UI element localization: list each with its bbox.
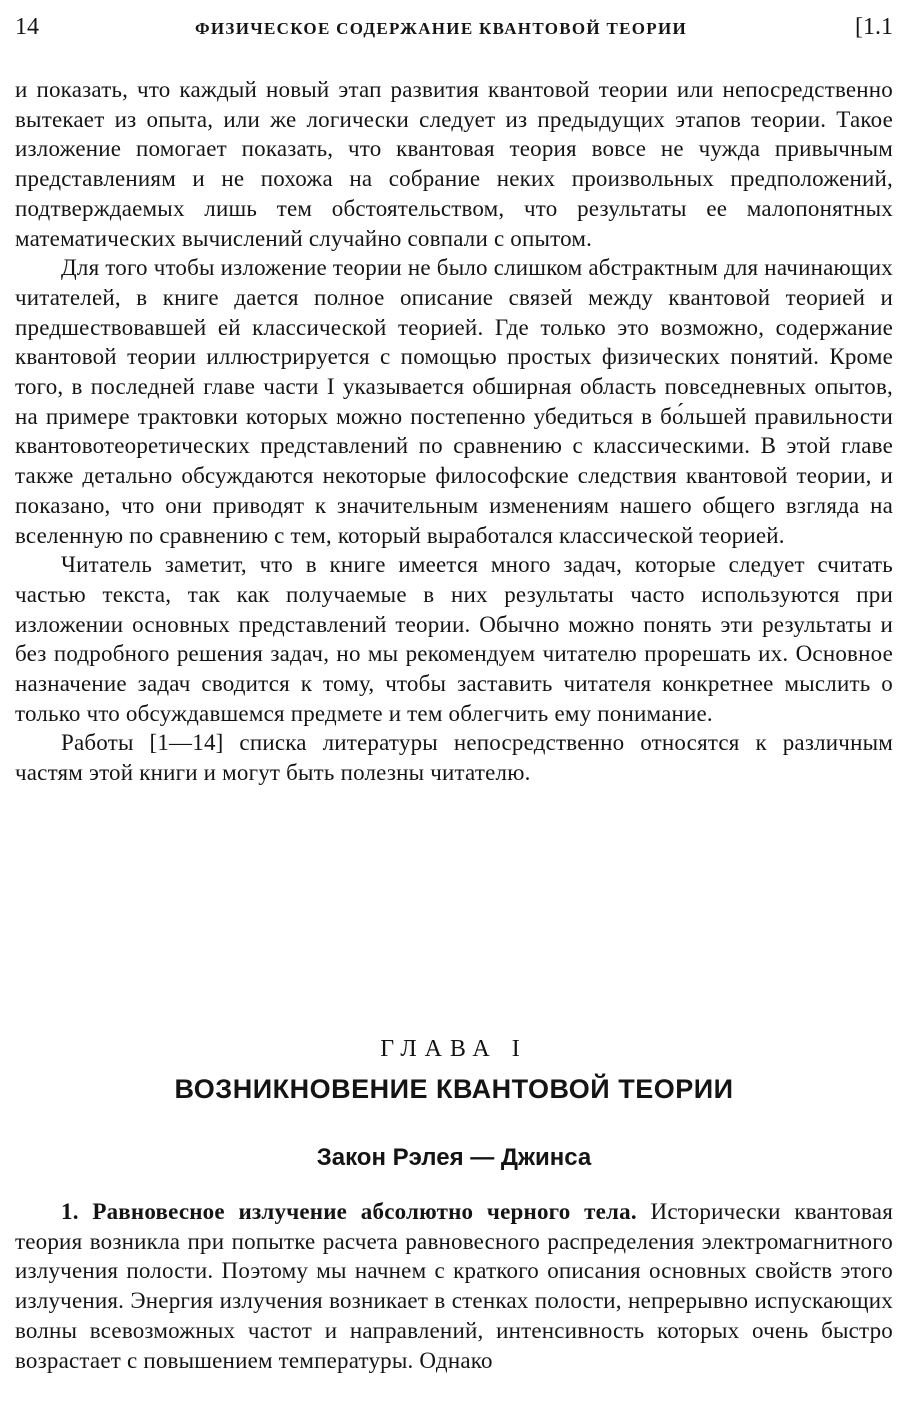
running-header — [15, 14, 893, 48]
subsection-paragraph — [15, 1197, 893, 1375]
running-title: ФИЗИЧЕСКОЕ СОДЕРЖАНИЕ КВАНТОВОЙ ТЕОРИИ — [195, 19, 688, 38]
paragraph-abstraction: Для того чтобы изложение теории не было слишком абстрактным для начинающих читателей, в книге дается полное описание связей между квантовой теорией и предшествовавшей ей классической теорией. Где только это возможно, содержание квантовой теории иллюстрируется с помощью простых физических понятий. Кроме того, в последней главе части I указывается обширная область повседневных опытов, на примере трактовки которых можно постепенно убедиться в бо́льшей правильности квантовотеоретических представлений по сравнению с классическими. В этой главе также детально обсуждаются некоторые философские следствия квантовой теории, и показано, что они приводят к значительным изменениям нашего общего взгляда на вселенную по сравнению с тем, который выработался классической теорией. — [15, 255, 893, 548]
paragraph-problems: Читатель заметит, что в книге имеется много задач, которые следует считать частью текста, так как получаемые в них результаты часто используются при изложении основных представлений теории. Обычно можно понять эти результаты и без подробного решения задач, но мы рекомендуем читателю прорешать их. Основное назначение задач сводится к тому, чтобы заставить читателя конкретнее мыслить о только что обсуждавшемся предмете и тем облегчить ему понимание. — [15, 552, 893, 726]
paragraph-continuation: и показать, что каждый новый этап развития квантовой теории или непосредственно вытекает из опыта, или же логически следует из предыдущих этапов теории. Такое изложение помогает показать, что квантовая теория вовсе не чужда привычным представлениям и не похожа на собрание неких произвольных предположений, подтверждаемых лишь тем обстоятельством, что результаты ее малопонятных математических вычислений случайно совпали с опытом. — [15, 77, 893, 251]
page-number: 14 — [15, 14, 39, 40]
section-body — [15, 1197, 893, 1375]
subsection-heading: 1. Равновесное излучение абсолютно черного тела. — [61, 1199, 637, 1224]
section-reference: [1.1 — [855, 14, 893, 40]
paragraph-references: Работы [1—14] списка литературы непосредственно относятся к различным частям этой книги и могут быть полезны читателю. — [15, 730, 893, 786]
chapter-title: ВОЗНИКНОВЕНИЕ КВАНТОВОЙ ТЕОРИИ — [174, 1074, 734, 1104]
body-text — [15, 75, 893, 788]
subsection-text: Исторически квантовая теория возникла при попытке расчета равновесного распределения электромагнитного излучения полости. Поэтому мы начнем с краткого описания основных свойств этого излучения. Энергия излучения возникает в стенках полости, непрерывно испускающих волны всевозможных частот и направлений, интенсивность которых очень быстро возрастает с повышением температуры. Однако — [15, 1199, 893, 1373]
chapter-label: ГЛАВА I — [380, 1036, 528, 1062]
section-title: Закон Рэлея — Джинса — [316, 1144, 592, 1171]
